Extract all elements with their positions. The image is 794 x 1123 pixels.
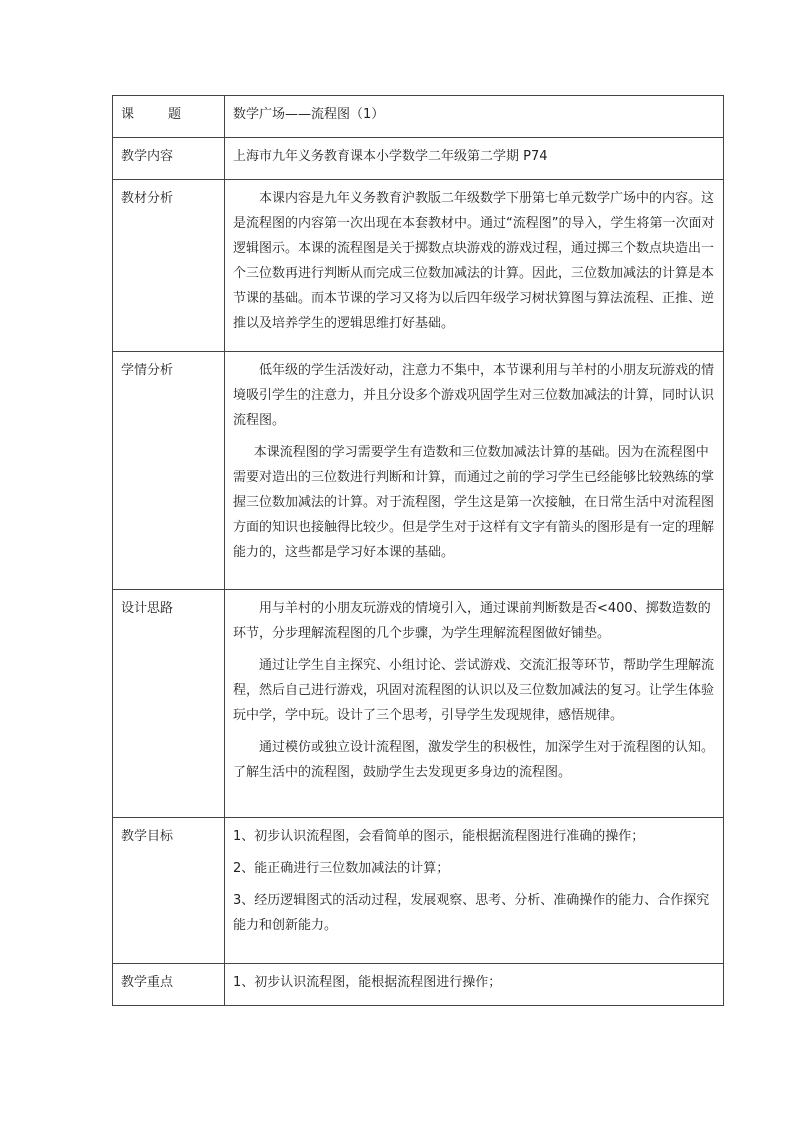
value-design bbox=[225, 590, 724, 818]
label-keypoints: 教学重点 bbox=[113, 964, 225, 1006]
material-paragraph: 本课内容是九年义务教育沪教版二年级数学下册第七单元数学广场中的内容。这是流程图的内容第一次出现在本套教材中。通过“流程图”的导入，学生将第一次面对逻辑图示。本课的流程图是关于掷数点块游戏的游戏过程，通过掷三个数点块造出一个三位数再进行判断从而完成三位数加减法的计算。因此，三位数加减法的计算是本节课的基础。而本节课的学习又将为以后四年级学习树状算图与算法流程、正推、逆推以及培养学生的逻辑思维打好基础。 bbox=[233, 191, 715, 331]
row-material bbox=[113, 180, 724, 352]
design-paragraph-3: 通过模仿或独立设计流程图，激发学生的积极性，加深学生对于流程图的认知。了解生活中的流程图，鼓励学生去发现更多身边的流程图。 bbox=[233, 740, 715, 780]
row-keypoints bbox=[113, 964, 724, 1006]
goal-item-1: 1、初步认识流程图，会看简单的图示，能根据流程图进行准确的操作； bbox=[233, 829, 645, 844]
label-students: 学情分析 bbox=[113, 352, 225, 590]
label-goals: 教学目标 bbox=[113, 818, 225, 964]
design-paragraph-1: 用与羊村的小朋友玩游戏的情境引入，通过课前判断数是否<400、掷数造数的环节，分步理解流程图的几个步骤，为学生理解流程图做好铺垫。 bbox=[233, 601, 711, 641]
students-paragraph-2: 本课流程图的学习需要学生有造数和三位数加减法计算的基础。因为在流程图中需要对造出的三位数进行判断和计算，而通过之前的学习学生已经能够比较熟练的掌握三位数加减法的计算。对于流程图，学生这是第一次接触，在日常生活中对流程图方面的知识也接触得比较少。但是学生对于这样有文字有箭头的图形是有一定的理解能力的，这些都是学习好本课的基础。 bbox=[233, 445, 715, 560]
label-material: 教材分析 bbox=[113, 180, 225, 352]
value-material bbox=[225, 180, 724, 352]
keypoint-item-1: 1、初步认识流程图，能根据流程图进行操作； bbox=[233, 975, 502, 990]
label-title bbox=[113, 96, 225, 138]
goal-item-3: 3、经历逻辑图式的活动过程，发展观察、思考、分析、准确操作的能力、合作探究能力和创新能力。 bbox=[233, 893, 710, 933]
value-keypoints bbox=[225, 964, 724, 1006]
label-design: 设计思路 bbox=[113, 590, 225, 818]
label-title-char-1: 课 bbox=[121, 107, 135, 122]
row-goals bbox=[113, 818, 724, 964]
value-goals bbox=[225, 818, 724, 964]
students-paragraph-1: 低年级的学生活泼好动，注意力不集中，本节课利用与羊村的小朋友玩游戏的情境吸引学生的注意力，并且分设多个游戏巩固学生对三位数加减法的计算，同时认识流程图。 bbox=[233, 363, 715, 428]
row-title bbox=[113, 96, 724, 138]
value-content: 上海市九年义务教育课本小学数学二年级第二学期 P74 bbox=[225, 138, 724, 180]
goal-item-2: 2、能正确进行三位数加减法的计算； bbox=[233, 861, 450, 876]
row-content bbox=[113, 138, 724, 180]
value-title: 数学广场——流程图（1） bbox=[225, 96, 724, 138]
value-students bbox=[225, 352, 724, 590]
design-paragraph-2: 通过让学生自主探究、小组讨论、尝试游戏、交流汇报等环节，帮助学生理解流程，然后自己进行游戏，巩固对流程图的认识以及三位数加减法的复习。让学生体验玩中学，学中玩。设计了三个思考，引导学生发现规律，感悟规律。 bbox=[233, 658, 715, 723]
row-design bbox=[113, 590, 724, 818]
lesson-plan-table bbox=[112, 95, 724, 1006]
row-students bbox=[113, 352, 724, 590]
label-title-char-2: 题 bbox=[168, 107, 182, 122]
label-content: 教学内容 bbox=[113, 138, 225, 180]
